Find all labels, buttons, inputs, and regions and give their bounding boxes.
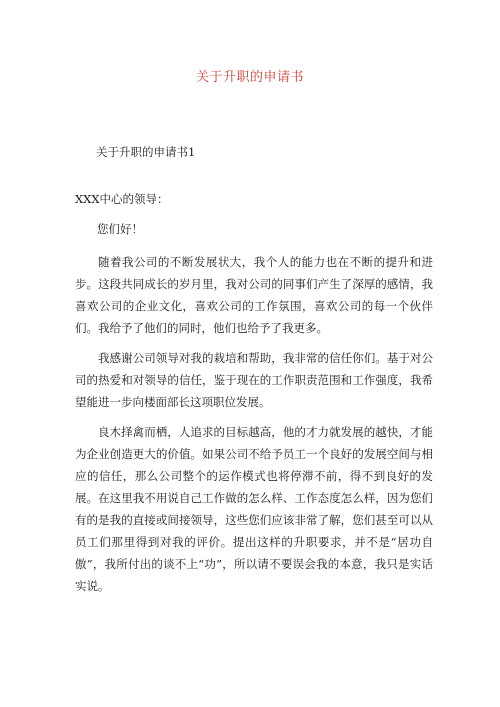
paragraph-2: 我感谢公司领导对我的栽培和帮助，我非常的信任你们。基于对公司的热爱和对领导的信任，鉴于现在的工作职责范围和工作强度，我希望能进一步向楼面部长这项职位发展。 bbox=[75, 351, 433, 409]
paragraph-3: 良木择禽而栖，人追求的目标越高，他的才力就发展的越快，才能为企业创造更大的价值。如果公司不给予员工一个良好的发展空间与相应的信任，那么公司整个的运作模式也将停滞不前，得不到良好的发展。在这里我不用说自己工作做的怎么样、工作态度怎么样，因为您们有的是我的直接或间接领导，这些您们应该非常了解，您们甚至可以从员工们那里得到对我的评价。提出这样的升职要求，并不是“居功自傲”，我所付出的谈不上“功”，所以请不要误会我的本意，我只是实话实说。 bbox=[75, 425, 433, 593]
document-subtitle: 关于升职的申请书1 bbox=[96, 145, 196, 159]
salutation: XXX中心的领导： bbox=[75, 192, 169, 206]
paragraph-1: 随着我公司的不断发展状大，我个人的能力也在不断的提升和进步。这段共同成长的岁月里，我对公司的同事们产生了深厚的感情，我喜欢公司的企业文化，喜欢公司的工作氛围，喜欢公司的每一个伙伴们。我给予了他们的同时，他们也给予了我更多。 bbox=[75, 255, 433, 335]
document-title: 关于升职的申请书 bbox=[195, 70, 304, 85]
greeting: 您们好！ bbox=[97, 222, 143, 236]
letter-body bbox=[75, 251, 433, 605]
